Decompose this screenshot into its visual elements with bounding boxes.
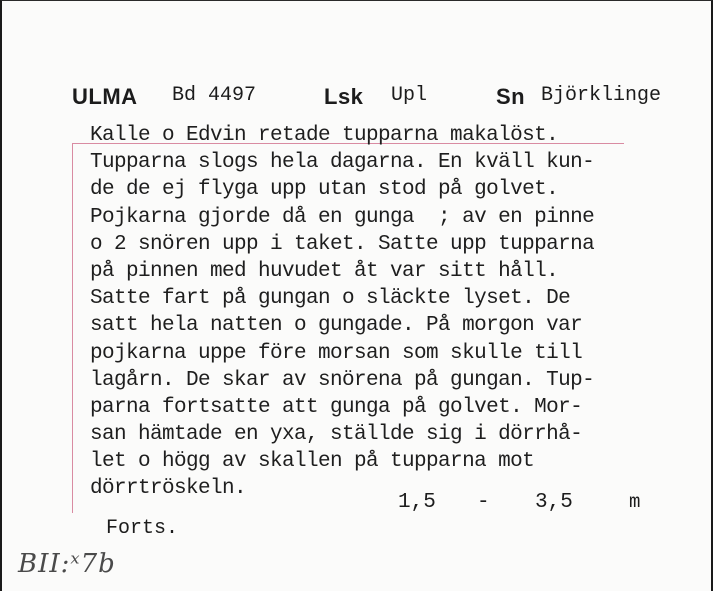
text-line: dörrtröskeln. [90,477,247,501]
text-line: lagårn. De skar av snörena på gungan. Tup- [90,368,595,392]
text-line: Pojkarna gjorde då en gunga ; av en pinne [90,205,595,229]
text-line: pojkarna uppe före morsan som skulle till [90,341,583,365]
text-line: Satte fart på gungan o släckte lyset. De [90,287,571,311]
text-line: på pinnen med huvudet åt var sitt håll. [90,259,559,283]
landskap-label: Lsk [324,84,364,109]
measure-dash: - [477,491,490,514]
measure-from: 1,5 [398,491,436,514]
guide-line-vertical [72,143,73,513]
landskap-value: Upl [391,84,428,107]
text-line: parna fortsatte att gunga på golvet. Mor- [90,395,583,419]
archive-name: ULMA [72,84,138,109]
text-line: san hämtade en yxa, ställde sig i dörrhå- [90,423,583,447]
handwritten-signature: BII:ˣ7b [18,549,116,579]
measure-to: 3,5 [535,491,573,514]
text-line: o 2 snören upp i taket. Satte upp tupparna [90,232,595,256]
continued-label: Forts. [106,517,179,540]
text-line: satt hela natten o gungade. På morgon var [90,314,583,338]
socken-value: Björklinge [541,84,662,107]
archive-number: Bd 4497 [172,84,257,107]
text-line: Tupparna slogs hela dagarna. En kväll kun- [90,151,595,175]
text-line: let o högg av skallen på tupparna mot [90,450,535,474]
text-line: de de ej flyga upp utan stod på golvet. [90,178,559,202]
record-text [90,122,594,503]
socken-label: Sn [496,84,526,109]
text-line: Kalle o Edvin retade tupparna makalöst. [90,124,559,147]
measure-unit: m [629,491,641,513]
